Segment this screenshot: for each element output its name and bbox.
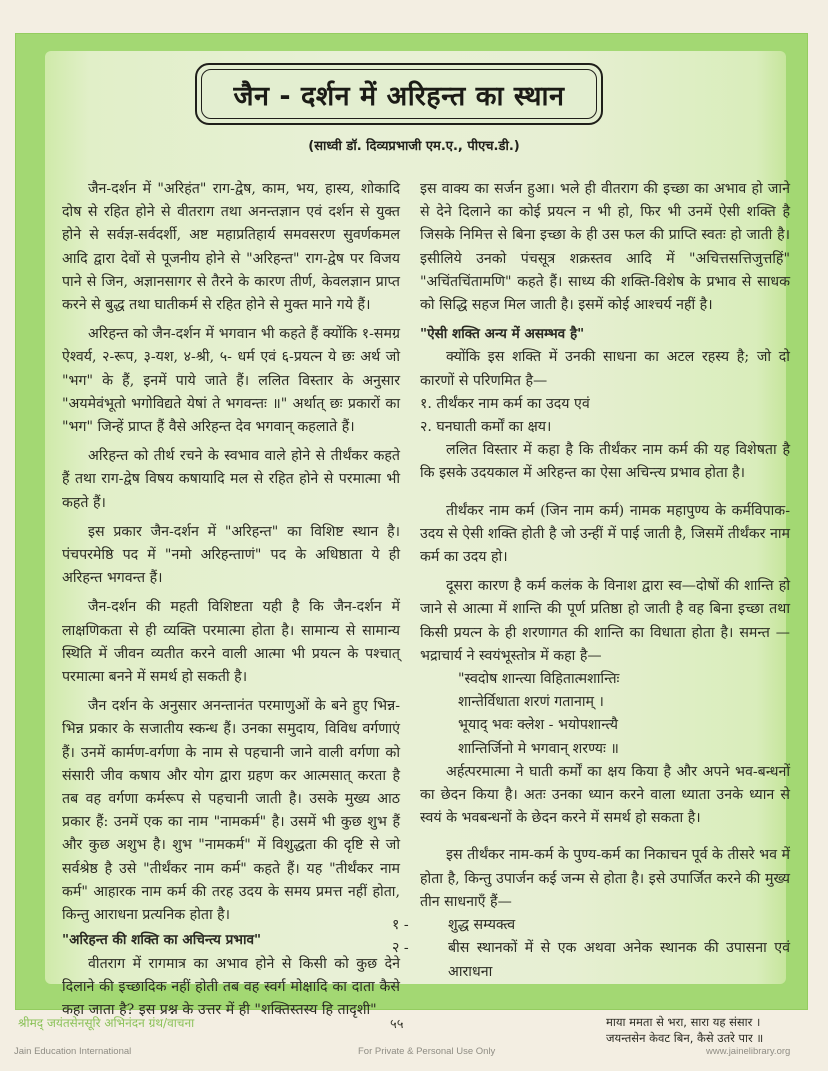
paragraph: जैन दर्शन के अनुसार अनन्तानंत परमाणुओं के बने हुए भिन्न-भिन्न प्रकार के सजातीय स्कन्ध हैं। उनका समुदाय, विविध वर्गणाएं हैं। उनमें कार्मण-वर्गणा के नाम से पहचानी जाने वाली वर्गणा को संसारी जीव कषाय और योग द्वारा ग्रहण कर आत्मसात् करता है तब वह वर्गणा कर्मरूप से पहचानी जाती है। उसके मुख्य आठ प्रकार हैं: उनमें एक का नाम "नामकर्म" है। उसमें भी कुछ शुभ हैं और कुछ अशुभ है। शुभ "नामकर्म" में विशुद्धता की दृष्टि से जो सर्वश्रेष्ठ है उसे "तीर्थंकर नाम कर्म" कहते हैं। यह "तीर्थंकर नाम कर्म" आहारक नाम कर्म की तरह उदय के समय प्रमत्त नहीं होता, किन्तु आराधना प्रत्यनिक होता है। — [62, 698, 400, 924]
section-heading: "अरिहन्त की शक्ति का अचिन्त्य प्रभाव" — [62, 932, 262, 949]
title-box — [195, 63, 603, 125]
list-number: १ - — [392, 917, 409, 934]
author-byline: (साध्वी डॉ. दिव्यप्रभाजी एम.ए., पीएच.डी.) — [308, 139, 520, 154]
paragraph: तीर्थंकर नाम कर्म (जिन नाम कर्म) नामक महापुण्य के कर्मविपाक-उदय से ऐसी शक्ति होती है जो उन्हीं में पाई जाती है, जिसमें तीर्थंकर नाम कर्म का उदय हो। — [420, 502, 790, 566]
paragraph: अरिहन्त को तीर्थ रचने के स्वभाव वाले होने से तीर्थंकर कहते हैं तथा राग-द्वेष विषय कषायादि मल से रहित होने से परमात्मा भी कहते हैं। — [62, 448, 400, 511]
paragraph: अर्हत्परमात्मा ने घाती कर्मों का क्षय किया है और अपने भव-बन्धनों का छेदन किया है। अतः उनका ध्यान करने वाला ध्याता उनके ध्यान से स्वयं के भवबन्धनों के छेदन करने में समर्थ हो सकता है। — [420, 763, 790, 827]
verse-line: "स्वदोष शान्त्या विहितात्मशान्तिः — [458, 671, 620, 688]
left-column — [62, 178, 400, 1028]
paragraph: इस प्रकार जैन-दर्शन में "अरिहन्त" का विशिष्ट स्थान है। पंचपरमेष्ठि पद में "नमो अरिहन्ताणं" पद के अधिष्ठाता ये ही अरिहन्त भगवन्त हैं। — [62, 523, 400, 587]
watermark-link[interactable]: www.jainelibrary.org — [706, 1046, 791, 1057]
reason-item: २. घनघाती कर्मों का क्षय। — [420, 419, 552, 436]
paragraph: दूसरा कारण है कर्म कलंक के विनाश द्वारा स्व—दोषों की शान्ति हो जाने से आत्मा में शान्ति की पूर्ण प्रतिष्ठा हो जाती है वह बिना इच्छा तथा किसी प्रयत्न के ही शरणागत की शान्ति का विधाता होता है। समन्त — भद्राचार्य ने स्वयंभूस्तोत्र में कहा है— — [420, 578, 790, 664]
page-number: ५५ — [390, 1017, 404, 1032]
watermark-center: For Private & Personal Use Only — [358, 1046, 496, 1057]
couplet-line: माया ममता से भरा, सारा यह संसार । — [606, 1015, 761, 1029]
paragraph: क्योंकि इस शक्ति में उनकी साधना का अटल रहस्य है; जो दो कारणों से परिणमित है— — [420, 349, 790, 389]
verse-line: भूयाद् भवः क्लेश - भयोपशान्त्यै — [458, 717, 618, 734]
verse-line: शान्तिर्जिनो मे भगवान् शरण्यः ॥ — [458, 740, 619, 757]
paragraph: इस तीर्थंकर नाम-कर्म के पुण्य-कर्म का निकाचन पूर्व के तीसरे भव में होता है, किन्तु उपार्जन कई जन्म से होता है। इसे उपार्जित करने की मुख्य तीन साधनाएँ हैं— — [420, 847, 790, 910]
watermark-left: Jain Education International — [14, 1046, 132, 1057]
list-number: २ - — [392, 940, 409, 957]
footer-book-title: श्रीमद् जयंतसेनसूरि अभिनंदन ग्रंथ/वाचना — [18, 1016, 195, 1030]
page-title: जैन - दर्शन में अरिहन्त का स्थान — [233, 80, 565, 112]
couplet-line: जयन्तसेन केवट बिन, कैसे उतरे पार ॥ — [606, 1031, 764, 1045]
paragraph: जैन-दर्शन में "अरिहंत" राग-द्वेष, काम, भय, हास्य, शोकादि दोष से रहित होने से वीतराग तथा अनन्तज्ञान एवं दर्शन से युक्त होने से सर्वज्ञ-सर्वदर्शी, अष्ट महाप्रतिहार्य समवसरण सुवर्णकमल आदि द्वारा देवों से पूजनीय होने से "अरिहन्त" राग-द्वेष पर विजय पाने से जिन, अज्ञानसागर से तैरने के कारण तीर्ण, केवलज्ञान प्राप्त करने से बुद्ध तथा घातीकर्म से रहित होने से मुक्त माने गये हैं। — [62, 181, 400, 314]
list-text: शुद्ध सम्यक्त्व — [448, 917, 516, 934]
paragraph: ललित विस्तार में कहा है कि तीर्थंकर नाम कर्म की यह विशेषता है कि इसके उदयकाल में अरिहन्त का ऐसा अचिन्त्य प्रभाव होता है। — [420, 442, 790, 482]
sadhana-item — [392, 914, 790, 937]
paragraph: जैन-दर्शन की महती विशिष्टता यही है कि जैन-दर्शन में लाक्षणिकता से ही व्यक्ति परमात्मा होता है। सामान्य से सामान्य स्थिति में जीवन व्यतीत करने वाली आत्मा भी प्रयत्न के पश्चात् परमात्मा बनने में समर्थ हो सकती है। — [62, 599, 400, 686]
title-box-inner — [201, 69, 597, 119]
footer-couplet — [606, 1014, 806, 1046]
paragraph: अरिहन्त को जैन-दर्शन में भगवान भी कहते हैं क्योंकि १-समग्र ऐश्वर्य, २-रूप, ३-यश, ४-श्री, ५- धर्म एवं ६-प्रयत्न ये छः अर्थ जो "भग" के हैं, इनमें पाये जाते हैं। ललित विस्तार के अनुसार "अयमेवंभूतो भगोविद्यते येषां ते भगवन्तः ॥" अर्थात् छः प्रकारों का "भग" जिन्हें प्राप्त हैं वैसे अरिहन्त देव भगवान् कहलाते हैं। — [62, 326, 400, 436]
reason-item: १. तीर्थंकर नाम कर्म का उदय एवं — [420, 395, 590, 412]
verse-line: शान्तेर्विधाता शरणं गतानाम् । — [458, 694, 604, 711]
list-text: बीस स्थानकों में से एक अथवा अनेक स्थानक की उपासना एवं आराधना — [448, 940, 790, 980]
section-heading: "ऐसी शक्ति अन्य में असम्भव है" — [420, 326, 585, 343]
right-column — [392, 178, 790, 984]
paragraph: वीतराग में रागमात्र का अभाव होने से किसी को कुछ देने दिलाने की इच्छादिक नहीं होती तब वह स्वर्ग मोक्षादि का दाता कैसे कहा जाता है? इस प्रश्न के उत्तर में ही "शक्तिस्तस्य हि तादृशी" — [62, 955, 400, 1018]
sadhana-item — [392, 937, 790, 983]
paragraph: इस वाक्य का सर्जन हुआ। भले ही वीतराग की इच्छा का अभाव हो जाने से देने दिलाने का कोई प्रयत्न न भी हो, फिर भी उनमें ऐसी शक्ति है जिसके निमित्त से बिना इच्छा के ही उस फल की प्राप्ति स्वतः हो जाती है। इसीलिये उनको पंचसूत्र शक्रस्तव आदि में "अचित्तसत्तिजुत्तहिं" "अचिंतचिंतामणि" कहते हैं। साध्य की शक्ति-विशेष के प्रभाव से साधक को सिद्धि सहज मिल जाती है। इसमें कोई आश्चर्य नहीं है। — [420, 181, 790, 314]
